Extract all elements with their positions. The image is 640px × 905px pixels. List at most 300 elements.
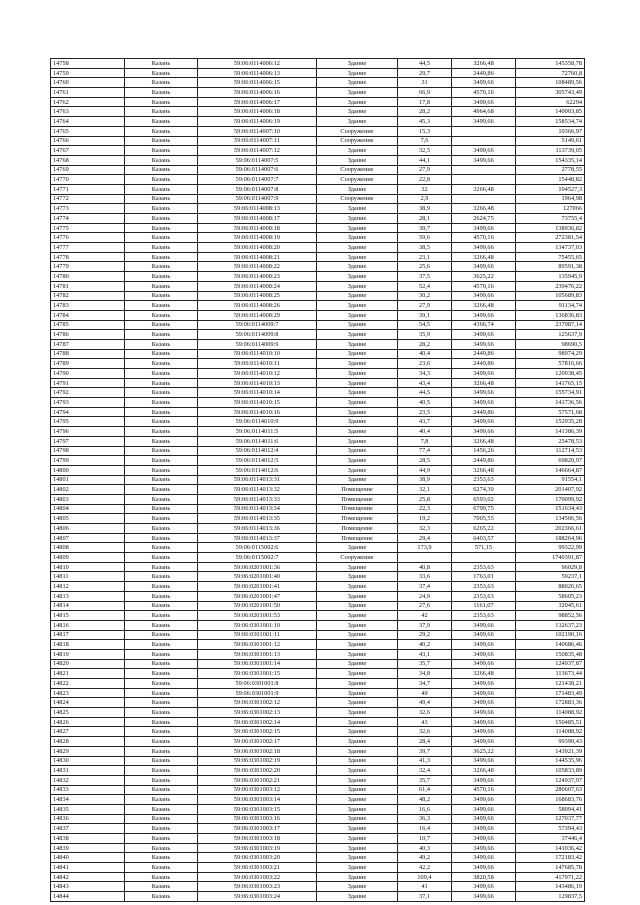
table-row xyxy=(51,814,585,824)
object-type-cell: Сооружение xyxy=(317,126,398,136)
unit-value-cell: 1763,01 xyxy=(452,572,516,582)
cadastral-value-cell: 172183,42 xyxy=(516,853,585,863)
unit-value-cell: 3499,66 xyxy=(452,698,516,708)
row-number-cell: 14782 xyxy=(51,291,125,301)
table-row xyxy=(51,630,585,640)
table-row xyxy=(51,436,585,446)
object-type-cell: Здание xyxy=(317,223,398,233)
table-row xyxy=(51,349,585,359)
table-row xyxy=(51,388,585,398)
cadastral-number-cell: 59:06:0114006:19 xyxy=(198,117,317,127)
city-cell: Казань xyxy=(125,717,198,727)
cadastral-value-cell: 144535,96 xyxy=(516,756,585,766)
unit-value-cell: 1456,26 xyxy=(452,446,516,456)
table-row xyxy=(51,717,585,727)
object-type-cell: Здание xyxy=(317,679,398,689)
city-cell: Казань xyxy=(125,872,198,882)
row-number-cell: 14825 xyxy=(51,708,125,718)
city-cell: Казань xyxy=(125,456,198,466)
cadastral-number-cell: 59:06:0114007:5 xyxy=(198,155,317,165)
unit-value-cell: 3499,66 xyxy=(452,892,516,902)
area-cell: 40,4 xyxy=(398,427,452,437)
table-row xyxy=(51,504,585,514)
area-cell: 23,1 xyxy=(398,252,452,262)
unit-value-cell: 4570,16 xyxy=(452,281,516,291)
city-cell: Казань xyxy=(125,126,198,136)
object-type-cell: Здание xyxy=(317,543,398,553)
cadastral-value-cell: 69820,97 xyxy=(516,456,585,466)
cadastral-number-cell: 59:06:0301003:15 xyxy=(198,804,317,814)
cadastral-value-cell: 99390,43 xyxy=(516,737,585,747)
row-number-cell: 14811 xyxy=(51,572,125,582)
object-type-cell: Здание xyxy=(317,446,398,456)
object-type-cell: Здание xyxy=(317,214,398,224)
cadastral-value-cell: 127037,77 xyxy=(516,814,585,824)
object-type-cell: Здание xyxy=(317,407,398,417)
unit-value-cell xyxy=(452,194,516,204)
cadastral-number-cell: 59:06:0301001:15 xyxy=(198,669,317,679)
object-type-cell: Здание xyxy=(317,204,398,214)
cadastral-value-cell: 141736,56 xyxy=(516,398,585,408)
unit-value-cell: 6403,57 xyxy=(452,533,516,543)
cadastral-value-cell: 10366,97 xyxy=(516,126,585,136)
unit-value-cell: 3499,66 xyxy=(452,659,516,669)
cadastral-value-cell: 59237,1 xyxy=(516,572,585,582)
area-cell: 39,1 xyxy=(398,310,452,320)
row-number-cell: 14844 xyxy=(51,892,125,902)
area-cell: 22,8 xyxy=(398,175,452,185)
table-row xyxy=(51,824,585,834)
area-cell: 40,5 xyxy=(398,398,452,408)
cadastral-number-cell: 59:06:0301001:10 xyxy=(198,620,317,630)
row-number-cell: 14770 xyxy=(51,175,125,185)
object-type-cell: Здание xyxy=(317,562,398,572)
unit-value-cell: 3499,66 xyxy=(452,310,516,320)
table-row xyxy=(51,737,585,747)
city-cell: Казань xyxy=(125,688,198,698)
unit-value-cell: 6799,75 xyxy=(452,504,516,514)
city-cell: Казань xyxy=(125,640,198,650)
city-cell: Казань xyxy=(125,708,198,718)
area-cell: 109,4 xyxy=(398,872,452,882)
unit-value-cell: 2353,63 xyxy=(452,582,516,592)
cadastral-value-cell: 58605,23 xyxy=(516,591,585,601)
city-cell: Казань xyxy=(125,281,198,291)
object-type-cell: Здание xyxy=(317,465,398,475)
cadastral-number-cell: 59:06:0114013:33 xyxy=(198,494,317,504)
unit-value-cell: 4964,68 xyxy=(452,107,516,117)
table-row xyxy=(51,427,585,437)
area-cell: 41,3 xyxy=(398,756,452,766)
cadastral-value-cell: 272381,54 xyxy=(516,233,585,243)
unit-value-cell: 3499,66 xyxy=(452,339,516,349)
city-cell: Казань xyxy=(125,417,198,427)
cadastral-number-cell: 59:06:0301001:14 xyxy=(198,659,317,669)
row-number-cell: 14787 xyxy=(51,339,125,349)
area-cell: 43,1 xyxy=(398,649,452,659)
object-type-cell: Здание xyxy=(317,291,398,301)
area-cell: 28,1 xyxy=(398,214,452,224)
city-cell: Казань xyxy=(125,582,198,592)
area-cell: 35,7 xyxy=(398,659,452,669)
unit-value-cell: 3499,66 xyxy=(452,824,516,834)
object-type-cell: Здание xyxy=(317,804,398,814)
unit-value-cell: 4366,74 xyxy=(452,320,516,330)
city-cell: Казань xyxy=(125,475,198,485)
area-cell: 38,9 xyxy=(398,204,452,214)
table-row xyxy=(51,378,585,388)
area-cell: 44,9 xyxy=(398,465,452,475)
city-cell: Казань xyxy=(125,378,198,388)
object-type-cell: Здание xyxy=(317,775,398,785)
row-number-cell: 14775 xyxy=(51,223,125,233)
row-number-cell: 14818 xyxy=(51,640,125,650)
table-row xyxy=(51,863,585,873)
city-cell: Казань xyxy=(125,214,198,224)
cadastral-number-cell: 59:06:0114008:25 xyxy=(198,291,317,301)
row-number-cell: 14823 xyxy=(51,688,125,698)
row-number-cell: 14807 xyxy=(51,533,125,543)
unit-value-cell: 3625,22 xyxy=(452,272,516,282)
unit-value-cell: 571,15 xyxy=(452,543,516,553)
unit-value-cell: 2449,86 xyxy=(452,68,516,78)
table-row xyxy=(51,97,585,107)
table-row xyxy=(51,775,585,785)
area-cell: 36,3 xyxy=(398,814,452,824)
city-cell: Казань xyxy=(125,272,198,282)
area-cell: 29,7 xyxy=(398,68,452,78)
area-cell: 23,5 xyxy=(398,407,452,417)
unit-value-cell: 3499,66 xyxy=(452,640,516,650)
city-cell: Казань xyxy=(125,795,198,805)
city-cell: Казань xyxy=(125,834,198,844)
object-type-cell: Здание xyxy=(317,310,398,320)
object-type-cell: Здание xyxy=(317,591,398,601)
row-number-cell: 14822 xyxy=(51,679,125,689)
cadastral-number-cell: 59:06:0301001:12 xyxy=(198,640,317,650)
object-type-cell: Здание xyxy=(317,417,398,427)
city-cell: Казань xyxy=(125,155,198,165)
city-cell: Казань xyxy=(125,727,198,737)
cadastral-value-cell: 129837,5 xyxy=(516,892,585,902)
cadastral-number-cell: 59:06:0114008:22 xyxy=(198,262,317,272)
area-cell: 34,7 xyxy=(398,679,452,689)
area-cell: 43,4 xyxy=(398,378,452,388)
cadastral-number-cell: 59:06:0301002:14 xyxy=(198,717,317,727)
table-row xyxy=(51,320,585,330)
unit-value-cell: 3499,66 xyxy=(452,727,516,737)
cadastral-number-cell: 59:06:0301003:22 xyxy=(198,872,317,882)
object-type-cell: Здание xyxy=(317,872,398,882)
object-type-cell: Здание xyxy=(317,369,398,379)
cadastral-value-cell: 72760,8 xyxy=(516,68,585,78)
cadastral-value-cell: 114088,92 xyxy=(516,708,585,718)
table-row xyxy=(51,204,585,214)
object-type-cell: Здание xyxy=(317,436,398,446)
city-cell: Казань xyxy=(125,204,198,214)
table-row xyxy=(51,601,585,611)
row-number-cell: 14827 xyxy=(51,727,125,737)
cadastral-number-cell: 59:06:0114008:21 xyxy=(198,252,317,262)
table-row xyxy=(51,369,585,379)
cadastral-value-cell: 32045,61 xyxy=(516,601,585,611)
cadastral-number-cell: 59:06:0114009:7 xyxy=(198,320,317,330)
cadastral-value-cell: 112714,53 xyxy=(516,446,585,456)
object-type-cell: Здание xyxy=(317,756,398,766)
cadastral-number-cell: 59:06:0114010:11 xyxy=(198,359,317,369)
row-number-cell: 14833 xyxy=(51,785,125,795)
unit-value-cell: 4570,16 xyxy=(452,88,516,98)
table-row xyxy=(51,562,585,572)
city-cell: Казань xyxy=(125,359,198,369)
area-cell: 39,7 xyxy=(398,746,452,756)
cadastral-value-cell: 170099,92 xyxy=(516,494,585,504)
cadastral-number-cell: 59:06:0114013:35 xyxy=(198,514,317,524)
row-number-cell: 14785 xyxy=(51,320,125,330)
area-cell: 38,9 xyxy=(398,475,452,485)
cadastral-number-cell: 59:06:0201001:41 xyxy=(198,582,317,592)
cadastral-value-cell: 114088,92 xyxy=(516,727,585,737)
cadastral-value-cell: 141036,42 xyxy=(516,843,585,853)
row-number-cell: 14836 xyxy=(51,814,125,824)
cadastral-number-cell: 59:06:0301002:15 xyxy=(198,727,317,737)
area-cell: 19,2 xyxy=(398,514,452,524)
area-cell: 37,4 xyxy=(398,582,452,592)
object-type-cell: Здание xyxy=(317,698,398,708)
object-type-cell: Здание xyxy=(317,620,398,630)
row-number-cell: 14812 xyxy=(51,582,125,592)
area-cell: 35,9 xyxy=(398,330,452,340)
row-number-cell: 14813 xyxy=(51,591,125,601)
table-body xyxy=(51,59,585,902)
object-type-cell: Здание xyxy=(317,834,398,844)
area-cell: 40,3 xyxy=(398,843,452,853)
city-cell: Казань xyxy=(125,679,198,689)
cadastral-number-cell: 59:06:0301003:23 xyxy=(198,882,317,892)
cadastral-number-cell: 59:06:0114008:26 xyxy=(198,301,317,311)
area-cell: 37,9 xyxy=(398,620,452,630)
area-cell: 28,2 xyxy=(398,107,452,117)
area-cell: 32 xyxy=(398,184,452,194)
city-cell: Казань xyxy=(125,882,198,892)
unit-value-cell: 3499,66 xyxy=(452,97,516,107)
table-row xyxy=(51,872,585,882)
table-row xyxy=(51,494,585,504)
cadastral-value-cell: 140003,85 xyxy=(516,107,585,117)
city-cell: Казань xyxy=(125,165,198,175)
cadastral-number-cell: 59:06:0201001:50 xyxy=(198,601,317,611)
object-type-cell: Здание xyxy=(317,737,398,747)
object-type-cell: Здание xyxy=(317,262,398,272)
row-number-cell: 14776 xyxy=(51,233,125,243)
unit-value-cell: 3499,66 xyxy=(452,882,516,892)
cadastral-value-cell: 125637,9 xyxy=(516,330,585,340)
cadastral-number-cell: 59:06:0114011:6 xyxy=(198,436,317,446)
object-type-cell: Здание xyxy=(317,853,398,863)
unit-value-cell: 3266,48 xyxy=(452,436,516,446)
city-cell: Казань xyxy=(125,766,198,776)
unit-value-cell: 3499,66 xyxy=(452,243,516,253)
city-cell: Казань xyxy=(125,533,198,543)
city-cell: Казань xyxy=(125,436,198,446)
city-cell: Казань xyxy=(125,184,198,194)
object-type-cell: Здание xyxy=(317,475,398,485)
row-number-cell: 14767 xyxy=(51,146,125,156)
row-number-cell: 14793 xyxy=(51,398,125,408)
row-number-cell: 14788 xyxy=(51,349,125,359)
city-cell: Казань xyxy=(125,407,198,417)
object-type-cell: Здание xyxy=(317,398,398,408)
row-number-cell: 14789 xyxy=(51,359,125,369)
cadastral-number-cell: 59:06:0301003:12 xyxy=(198,785,317,795)
cadastral-value-cell: 155734,91 xyxy=(516,388,585,398)
city-cell: Казань xyxy=(125,175,198,185)
table-row xyxy=(51,262,585,272)
object-type-cell: Здание xyxy=(317,630,398,640)
area-cell: 28,5 xyxy=(398,456,452,466)
table-row xyxy=(51,882,585,892)
city-cell: Казань xyxy=(125,330,198,340)
area-cell: 7,6 xyxy=(398,136,452,146)
city-cell: Казань xyxy=(125,97,198,107)
table-row xyxy=(51,679,585,689)
object-type-cell: Здание xyxy=(317,659,398,669)
area-cell: 22,3 xyxy=(398,504,452,514)
cadastral-value-cell: 15448,82 xyxy=(516,175,585,185)
area-cell: 37,5 xyxy=(398,272,452,282)
row-number-cell: 14839 xyxy=(51,843,125,853)
area-cell: 17,8 xyxy=(398,97,452,107)
city-cell: Казань xyxy=(125,892,198,902)
cadastral-number-cell: 59:06:0114013:36 xyxy=(198,524,317,534)
row-number-cell: 14786 xyxy=(51,330,125,340)
area-cell: 42 xyxy=(398,611,452,621)
table-row xyxy=(51,68,585,78)
cadastral-number-cell: 59:06:0301002:21 xyxy=(198,775,317,785)
cadastral-value-cell: 143486,19 xyxy=(516,882,585,892)
area-cell: 43,7 xyxy=(398,417,452,427)
cadastral-value-cell: 168683,76 xyxy=(516,795,585,805)
table-row xyxy=(51,756,585,766)
area-cell: 44,5 xyxy=(398,388,452,398)
table-row xyxy=(51,223,585,233)
table-row xyxy=(51,843,585,853)
unit-value-cell: 3266,48 xyxy=(452,465,516,475)
cadastral-number-cell: 59:06:0201001:40 xyxy=(198,572,317,582)
cadastral-value-cell: 143921,39 xyxy=(516,746,585,756)
row-number-cell: 14784 xyxy=(51,310,125,320)
cadastral-number-cell: 59:06:0114008:29 xyxy=(198,310,317,320)
area-cell: 52,4 xyxy=(398,281,452,291)
row-number-cell: 14777 xyxy=(51,243,125,253)
cadastral-number-cell: 59:06:0115002:7 xyxy=(198,553,317,563)
cadastral-value-cell: 88026,65 xyxy=(516,582,585,592)
object-type-cell: Сооружение xyxy=(317,175,398,185)
table-row xyxy=(51,59,585,69)
area-cell: 27,9 xyxy=(398,301,452,311)
cadastral-value-cell: 158534,74 xyxy=(516,117,585,127)
cadastral-number-cell: 59:06:0114007:12 xyxy=(198,146,317,156)
row-number-cell: 14842 xyxy=(51,872,125,882)
cadastral-value-cell: 145358,78 xyxy=(516,59,585,69)
object-type-cell: Помещение xyxy=(317,533,398,543)
area-cell: 15,3 xyxy=(398,126,452,136)
row-number-cell: 14765 xyxy=(51,126,125,136)
cadastral-number-cell: 59:06:0114010:14 xyxy=(198,388,317,398)
cadastral-value-cell: 105689,83 xyxy=(516,291,585,301)
object-type-cell: Здание xyxy=(317,107,398,117)
unit-value-cell: 3499,66 xyxy=(452,427,516,437)
row-number-cell: 14794 xyxy=(51,407,125,417)
cadastral-number-cell: 59:06:0114007:7 xyxy=(198,175,317,185)
object-type-cell: Здание xyxy=(317,281,398,291)
area-cell: 37,1 xyxy=(398,892,452,902)
row-number-cell: 14778 xyxy=(51,252,125,262)
cadastral-number-cell: 59:06:0114012:6 xyxy=(198,465,317,475)
object-type-cell: Здание xyxy=(317,795,398,805)
cadastral-value-cell: 121438,21 xyxy=(516,679,585,689)
table-row xyxy=(51,146,585,156)
cadastral-value-cell: 140686,46 xyxy=(516,640,585,650)
area-cell: 66,9 xyxy=(398,88,452,98)
row-number-cell: 14771 xyxy=(51,184,125,194)
cadastral-number-cell: 59:06:0114007:6 xyxy=(198,165,317,175)
city-cell: Казань xyxy=(125,427,198,437)
row-number-cell: 14816 xyxy=(51,620,125,630)
area-cell: 32,4 xyxy=(398,766,452,776)
cadastral-value-cell: 98852,56 xyxy=(516,611,585,621)
area-cell: 27,9 xyxy=(398,165,452,175)
unit-value-cell: 1161,07 xyxy=(452,601,516,611)
unit-value-cell: 3499,66 xyxy=(452,679,516,689)
cadastral-value-cell: 146664,87 xyxy=(516,465,585,475)
cadastral-value-cell: 2778,55 xyxy=(516,165,585,175)
cadastral-value-cell: 5149,61 xyxy=(516,136,585,146)
table-row xyxy=(51,281,585,291)
table-row xyxy=(51,582,585,592)
unit-value-cell: 2624,75 xyxy=(452,214,516,224)
cadastral-number-cell: 59:06:0301001:11 xyxy=(198,630,317,640)
cadastral-value-cell: 62294 xyxy=(516,97,585,107)
cadastral-value-cell: 58094,41 xyxy=(516,804,585,814)
unit-value-cell: 3499,66 xyxy=(452,78,516,88)
row-number-cell: 14758 xyxy=(51,59,125,69)
area-cell: 42,2 xyxy=(398,863,452,873)
row-number-cell: 14832 xyxy=(51,775,125,785)
cadastral-value-cell: 305743,49 xyxy=(516,88,585,98)
city-cell: Казань xyxy=(125,601,198,611)
cadastral-number-cell: 59:06:0201001:47 xyxy=(198,591,317,601)
table-row xyxy=(51,107,585,117)
cadastral-number-cell: 59:06:0114008:13 xyxy=(198,204,317,214)
object-type-cell: Здание xyxy=(317,378,398,388)
row-number-cell: 14780 xyxy=(51,272,125,282)
cadastral-number-cell: 59:06:0301003:24 xyxy=(198,892,317,902)
row-number-cell: 14760 xyxy=(51,78,125,88)
row-number-cell: 14772 xyxy=(51,194,125,204)
unit-value-cell: 3266,48 xyxy=(452,59,516,69)
table-row xyxy=(51,465,585,475)
cadastral-value-cell: 102190,16 xyxy=(516,630,585,640)
table-row xyxy=(51,214,585,224)
cadastral-value-cell: 98690,5 xyxy=(516,339,585,349)
row-number-cell: 14774 xyxy=(51,214,125,224)
row-number-cell: 14769 xyxy=(51,165,125,175)
table-row xyxy=(51,834,585,844)
cadastral-number-cell: 59:06:0114008:19 xyxy=(198,233,317,243)
city-cell: Казань xyxy=(125,252,198,262)
row-number-cell: 14781 xyxy=(51,281,125,291)
